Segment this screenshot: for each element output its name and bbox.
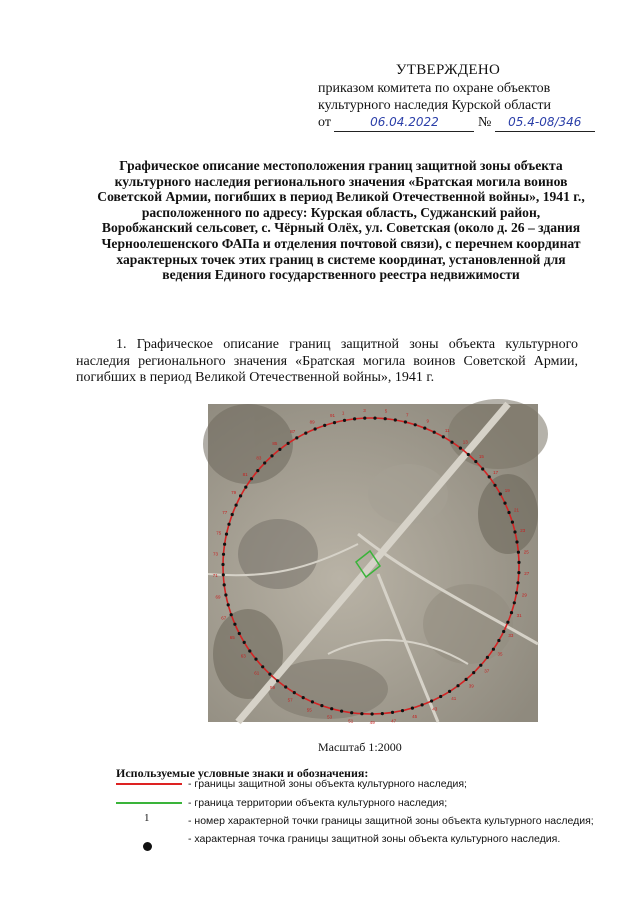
characteristic-point <box>221 563 224 566</box>
characteristic-point <box>224 593 227 596</box>
point-number-label: 61 <box>254 670 260 676</box>
point-number-label: 49 <box>369 720 375 725</box>
characteristic-point <box>230 613 233 616</box>
legend-text: - границы защитной зоны объекта культурного наследия; <box>188 778 467 790</box>
characteristic-point <box>493 484 496 487</box>
point-number-label: 51 <box>348 718 354 724</box>
characteristic-point <box>506 621 509 624</box>
point-number-label: 85 <box>272 441 278 447</box>
characteristic-point <box>235 504 238 507</box>
point-number-label: 5 <box>384 408 388 414</box>
legend-text: - номер характерной точки границы защитной зоны объекта культурного наследия; <box>188 815 594 827</box>
characteristic-point <box>270 454 273 457</box>
characteristic-point <box>516 581 519 584</box>
point-number-label: 1 <box>341 410 345 416</box>
characteristic-point <box>268 673 271 676</box>
point-number-label: 33 <box>508 633 514 639</box>
characteristic-point <box>363 417 366 420</box>
characteristic-point <box>314 427 317 430</box>
point-number-label: 3 <box>363 408 366 414</box>
characteristic-point <box>320 704 323 707</box>
characteristic-point <box>423 427 426 430</box>
point-number-label: 67 <box>221 615 227 621</box>
characteristic-point <box>488 475 491 478</box>
green-line-symbol <box>116 802 182 804</box>
characteristic-point <box>371 712 374 715</box>
characteristic-point <box>227 523 230 526</box>
section-1-paragraph <box>76 337 578 387</box>
characteristic-point <box>513 530 516 533</box>
map-svg <box>208 404 538 725</box>
point-number-label: 59 <box>269 685 276 690</box>
characteristic-point <box>511 521 514 524</box>
approval-from-label: от <box>318 115 331 130</box>
point-number-label: 17 <box>493 470 499 476</box>
characteristic-point <box>227 603 230 606</box>
characteristic-point <box>343 419 346 422</box>
characteristic-point <box>239 494 242 497</box>
point-number-label: 41 <box>451 696 457 702</box>
point-number-label: 89 <box>309 419 315 425</box>
characteristic-point <box>513 601 516 604</box>
characteristic-point <box>517 571 520 574</box>
point-number-label: 87 <box>290 429 296 434</box>
map-scale: Масштаб 1:2000 <box>318 740 402 754</box>
characteristic-point <box>250 477 253 480</box>
characteristic-point <box>330 707 333 710</box>
point-number-label: 19 <box>504 488 510 494</box>
characteristic-point <box>256 469 259 472</box>
characteristic-point <box>238 632 241 635</box>
characteristic-point <box>295 436 298 439</box>
characteristic-point <box>430 699 433 702</box>
section-1-text: 1. Графическое описание границ защитной зоны объекта культурного наследия регионального значения «Братская могила воинов Советской Армии, погибших в период Великой Отечественной войны», 1941 г. <box>76 337 578 385</box>
point-number-label: 65 <box>229 635 235 641</box>
point-number-label: 25 <box>523 549 529 555</box>
characteristic-point <box>263 461 266 464</box>
characteristic-point <box>381 712 384 715</box>
point-number-label: 75 <box>216 530 222 536</box>
characteristic-point <box>421 703 424 706</box>
characteristic-point <box>248 649 251 652</box>
point-number-label: 81 <box>242 471 248 477</box>
characteristic-point <box>223 543 226 546</box>
point-number-label: 73 <box>212 551 219 557</box>
characteristic-point <box>503 502 506 505</box>
approval-number-label: № <box>477 115 492 130</box>
characteristic-point <box>497 639 500 642</box>
characteristic-point <box>233 623 236 626</box>
point-number-label: 79 <box>231 490 237 496</box>
characteristic-point <box>448 690 451 693</box>
point-number-label: 21 <box>513 507 520 513</box>
point-number-label: 83 <box>256 455 262 461</box>
red-line-symbol <box>116 783 182 785</box>
characteristic-point <box>474 460 477 463</box>
characteristic-point <box>414 423 417 426</box>
characteristic-point <box>302 696 305 699</box>
characteristic-point <box>450 441 453 444</box>
characteristic-point <box>360 712 363 715</box>
point-dot-symbol <box>143 842 152 851</box>
boundary-map <box>208 404 538 725</box>
characteristic-point <box>515 591 518 594</box>
characteristic-point <box>442 435 445 438</box>
approval-date-line <box>318 114 618 132</box>
characteristic-point <box>276 679 279 682</box>
point-number-label: 47 <box>391 718 397 724</box>
characteristic-point <box>391 711 394 714</box>
characteristic-point <box>261 665 264 668</box>
characteristic-point <box>254 658 257 661</box>
characteristic-point <box>223 583 226 586</box>
point-number-label: 77 <box>222 509 228 515</box>
legend-text: - граница территории объекта культурного наследия; <box>188 797 448 809</box>
characteristic-point <box>515 540 518 543</box>
point-number-label: 13 <box>462 439 468 445</box>
characteristic-point <box>353 417 356 420</box>
characteristic-point <box>373 417 376 420</box>
point-number-label: 53 <box>327 714 333 720</box>
point-number-label: 37 <box>484 668 490 674</box>
characteristic-point <box>467 453 470 456</box>
approval-number: 05.4-08/346 <box>495 114 595 132</box>
characteristic-point <box>401 709 404 712</box>
characteristic-point <box>323 424 326 427</box>
characteristic-point <box>517 551 520 554</box>
characteristic-point <box>502 630 505 633</box>
characteristic-point <box>465 678 468 681</box>
point-number-label: 9 <box>426 418 430 424</box>
point-number-symbol: 1 <box>144 812 150 824</box>
characteristic-point <box>311 700 314 703</box>
characteristic-point <box>222 553 225 556</box>
characteristic-point <box>479 664 482 667</box>
characteristic-point <box>278 448 281 451</box>
characteristic-point <box>411 707 414 710</box>
point-number-label: 31 <box>516 613 522 619</box>
characteristic-point <box>287 442 290 445</box>
point-number-label: 71 <box>212 573 218 579</box>
legend-title: Используемые условные знаки и обозначения: <box>116 766 369 780</box>
approval-date: 06.04.2022 <box>334 114 474 132</box>
characteristic-point <box>439 695 442 698</box>
characteristic-point <box>472 671 475 674</box>
point-number-label: 15 <box>478 453 484 459</box>
characteristic-point <box>394 418 397 421</box>
characteristic-point <box>304 432 307 435</box>
characteristic-point <box>492 648 495 651</box>
approval-block <box>318 62 618 132</box>
legend-text: - характерная точка границы защитной зоны объекта культурного наследия. <box>188 833 561 845</box>
characteristic-point <box>293 691 296 694</box>
point-number-label: 45 <box>412 713 418 719</box>
approval-line-2: культурного наследия Курской области <box>318 98 552 113</box>
characteristic-point <box>517 561 520 564</box>
characteristic-point <box>486 656 489 659</box>
point-number-label: 27 <box>524 570 530 576</box>
characteristic-point <box>510 611 513 614</box>
point-number-label: 55 <box>306 707 312 713</box>
point-number-label: 23 <box>520 528 526 534</box>
point-number-label: 43 <box>432 706 438 712</box>
characteristic-point <box>433 431 436 434</box>
point-number-label: 11 <box>444 427 450 433</box>
characteristic-point <box>459 447 462 450</box>
approval-line-1: приказом комитета по охране объектов <box>318 81 551 96</box>
characteristic-point <box>244 486 247 489</box>
characteristic-point <box>284 685 287 688</box>
characteristic-point <box>333 421 336 424</box>
characteristic-point <box>456 684 459 687</box>
point-number-label: 69 <box>215 594 221 600</box>
point-number-label: 91 <box>329 412 336 418</box>
characteristic-point <box>231 513 234 516</box>
characteristic-point <box>507 511 510 514</box>
point-number-label: 35 <box>497 651 503 657</box>
point-number-label: 63 <box>240 653 246 659</box>
point-number-label: 29 <box>521 592 527 598</box>
document-title: Графическое описание местоположения границ защитной зоны объекта культурного наследия регионального значения «Братская могила воинов Советской Армии, погибших в период Великой Отечественной войны», 1941 г., расположенного по адресу: Курская область, Суджанский район, Воробжанский сельсовет, с. Чёрный Олёх, ул. Советская (около д. 26 – здания Черноолешенского ФАПа и отделения почтовой связи), с перечнем координат характерных точек этих границ в системе координат, установленной для ведения Единого государственного реестра недвижимости <box>97 158 585 283</box>
characteristic-point <box>499 492 502 495</box>
point-number-label: 57 <box>287 697 293 703</box>
characteristic-point <box>243 641 246 644</box>
approval-heading: УТВЕРЖДЕНО <box>395 62 501 78</box>
characteristic-point <box>481 467 484 470</box>
characteristic-point <box>404 420 407 423</box>
characteristic-point <box>340 710 343 713</box>
characteristic-point <box>350 711 353 714</box>
characteristic-point <box>384 417 387 420</box>
point-number-label: 7 <box>405 412 409 418</box>
point-number-label: 39 <box>468 683 474 689</box>
characteristic-point <box>222 573 225 576</box>
characteristic-point <box>225 533 228 536</box>
